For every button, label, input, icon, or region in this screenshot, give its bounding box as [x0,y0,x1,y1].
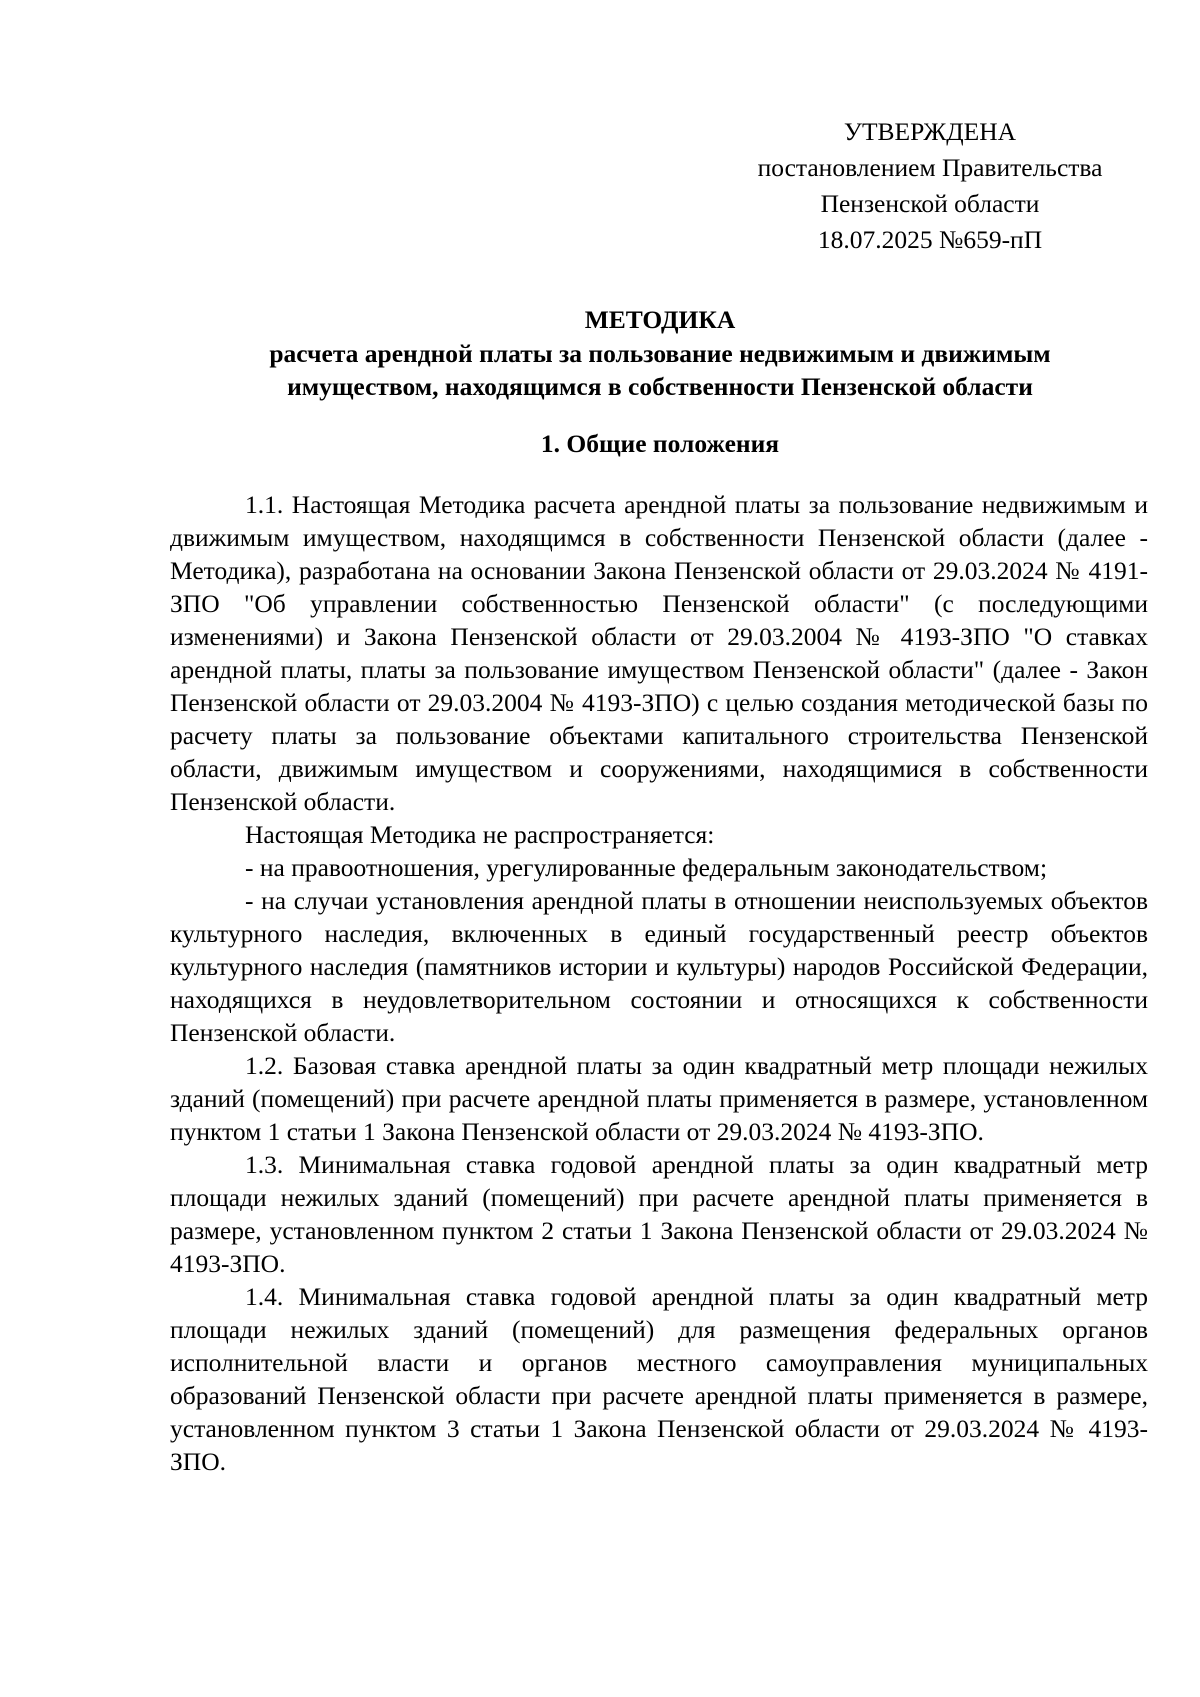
document-subtitle-line-2: имуществом, находящимся в собственности Пензенской области [287,372,1033,401]
paragraph-1-3: 1.3. Минимальная ставка годовой арендной платы за один квадратный метр площади нежилых зданий (помещений) при расчете арендной платы применяется в размере, установленном пунктом 2 статьи 1 Закона Пензенской области от 29.03.2024 № 4193-ЗПО. [170,1150,1148,1278]
document-title: МЕТОДИКА [584,305,736,334]
paragraph-exclusion-2: - на случаи установления арендной платы в отношении неиспользуемых объектов культурного наследия, включенных в единый государственный реестр объектов культурного наследия (памятников истории и культуры) народов Российской Федерации, находящихся в неудовлетворительном состоянии и относящихся к собственности Пензенской области. [170,886,1148,1047]
approval-status: УТВЕРЖДЕНА [843,117,1017,146]
approval-authority: постановлением Правительства [757,153,1103,182]
approval-date-number: 18.07.2025 №659-пП [817,225,1043,254]
paragraph-exclusions-intro: Настоящая Методика не распространяется: [245,820,715,849]
paragraph-1-1: 1.1. Настоящая Методика расчета арендной платы за пользование недвижимым и движимым имуществом, находящимся в собственности Пензенской области (далее - Методика), разработана на основании Закона Пензенской области от 29.03.2024 № 4191-ЗПО "Об управлении собственностью Пензенской области" (с последующими изменениями) и Закона Пензенской области от 29.03.2004 № 4193-ЗПО "О ставках арендной платы, платы за пользование имуществом Пензенской области" (далее - Закон Пензенской области от 29.03.2004 № 4193-ЗПО) с целью создания методической базы по расчету платы за пользование объектами капитального строительства Пензенской области, движимым имуществом и сооружениями, находящимися в собственности Пензенской области. [170,490,1148,816]
paragraph-1-2: 1.2. Базовая ставка арендной платы за один квадратный метр площади нежилых зданий (помещений) при расчете арендной платы применяется в размере, установленном пунктом 1 статьи 1 Закона Пензенской области от 29.03.2024 № 4193-ЗПО. [170,1051,1148,1146]
paragraph-exclusion-1: - на правоотношения, урегулированные федеральным законодательством; [245,853,1048,882]
document-body [170,488,1148,1478]
section-title: 1. Общие положения [540,429,780,458]
paragraph-1-4: 1.4. Минимальная ставка годовой арендной платы за один квадратный метр площади нежилых зданий (помещений) для размещения федеральных органов исполнительной власти и органов местного самоуправления муниципальных образований Пензенской области при расчете арендной платы применяется в размере, установленном пунктом 3 статьи 1 Закона Пензенской области от 29.03.2024 № 4193-ЗПО. [170,1282,1148,1476]
document-subtitle-line-1: расчета арендной платы за пользование недвижимым и движимым [269,339,1051,368]
approval-stamp [720,114,1140,258]
approval-region: Пензенской области [820,189,1040,218]
